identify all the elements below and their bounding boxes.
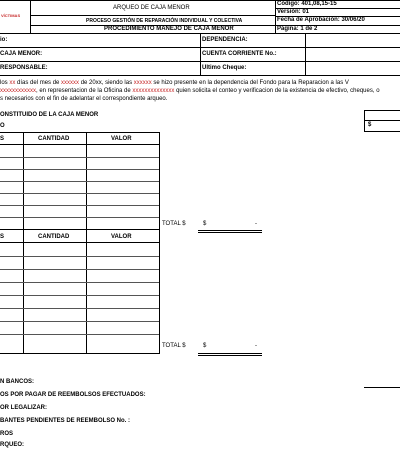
intro-placeholder: xxxxxx: [133, 80, 152, 86]
procedure-name: PROCEDIMIENTO MANEJO DE CAJA MENOR: [104, 26, 234, 32]
document-title: ARQUEO DE CAJA MENOR: [113, 5, 190, 11]
table1-total-label: TOTAL $: [162, 221, 186, 227]
approval-date: Fecha de Aprobación: 30/06/20: [277, 17, 365, 23]
table2-total-value: -: [255, 343, 257, 349]
otros-label: ROS: [0, 431, 14, 437]
intro-line-3: s necesarios con el fin de adelantar el correspondiente arqueo.: [0, 96, 168, 102]
responsable-label: RESPONSABLE:: [0, 65, 48, 71]
process-name: PROCESO GESTIÓN DE REPARACIÓN INDIVIDUAL Y COLECTIVA: [86, 18, 243, 24]
table2-col-cantidad: CANTIDAD: [38, 234, 70, 240]
arqueo-label: RQUEO:: [0, 442, 24, 448]
section-title: ONSTITUIDO DE LA CAJA MENOR: [0, 112, 99, 118]
table2-total-label: TOTAL $: [162, 343, 186, 349]
table2-col-valor: VALOR: [111, 234, 132, 240]
reembolsos-por-pagar-label: OS POR PAGAR DE REEMBOLSOS EFECTUADOS:: [0, 392, 146, 398]
table1-col-cantidad: CANTIDAD: [38, 136, 70, 142]
logo-text: VÍCTIMAS: [1, 13, 21, 18]
intro-placeholder: xx: [9, 80, 16, 86]
intro-text: días del mes de: [15, 80, 62, 86]
table1-col-denomination: S: [0, 136, 5, 142]
intro-text: los: [0, 80, 10, 86]
intro-placeholder: xxxxxxxxxxxx: [0, 88, 36, 94]
cuenta-corriente-label: CUENTA CORRIENTE No.:: [202, 51, 277, 57]
intro-line-2: [0, 88, 380, 94]
table2-col-denomination: S: [0, 234, 5, 240]
table1-col-valor: VALOR: [111, 136, 132, 142]
dependencia-label: DEPENDENCIA:: [202, 37, 248, 43]
total-box-currency: $: [368, 122, 372, 128]
table1-total-value: -: [255, 221, 257, 227]
page-number: Página: 1 de 2: [277, 26, 318, 32]
intro-text: , en representacion de la Oficina de: [36, 88, 133, 94]
document-version: Versión: 01: [277, 9, 310, 15]
table2-total-currency: $: [203, 343, 207, 349]
comprobantes-pendientes-label: BANTES PENDIENTES DE REEMBOLSO No. :: [0, 418, 131, 424]
date-label: io:: [0, 37, 8, 43]
intro-text: se hizo presente en la dependencia del Fondo para la Reparacion a las V: [151, 80, 349, 86]
intro-text: quien solicita el conteo y verificacion de la existencia de efectivo, cheques, o: [174, 88, 380, 94]
caja-menor-label: CAJA MENOR:: [0, 51, 43, 57]
section-subtitle: O: [0, 123, 5, 129]
document-code: Código: 401,08,15-15: [277, 1, 337, 7]
ultimo-cheque-label: Ultimo Cheque:: [202, 65, 247, 71]
intro-line-1: [0, 80, 349, 86]
table1-total-currency: $: [203, 221, 207, 227]
intro-placeholder: xxxxxxxxxxxxxx: [132, 88, 175, 94]
intro-placeholder: xxxxxx: [61, 80, 80, 86]
intro-text: de 20xx, siendo las: [79, 80, 134, 86]
bancos-label: N BANCOS:: [0, 379, 34, 385]
por-legalizar-label: OR LEGALIZAR:: [0, 405, 47, 411]
